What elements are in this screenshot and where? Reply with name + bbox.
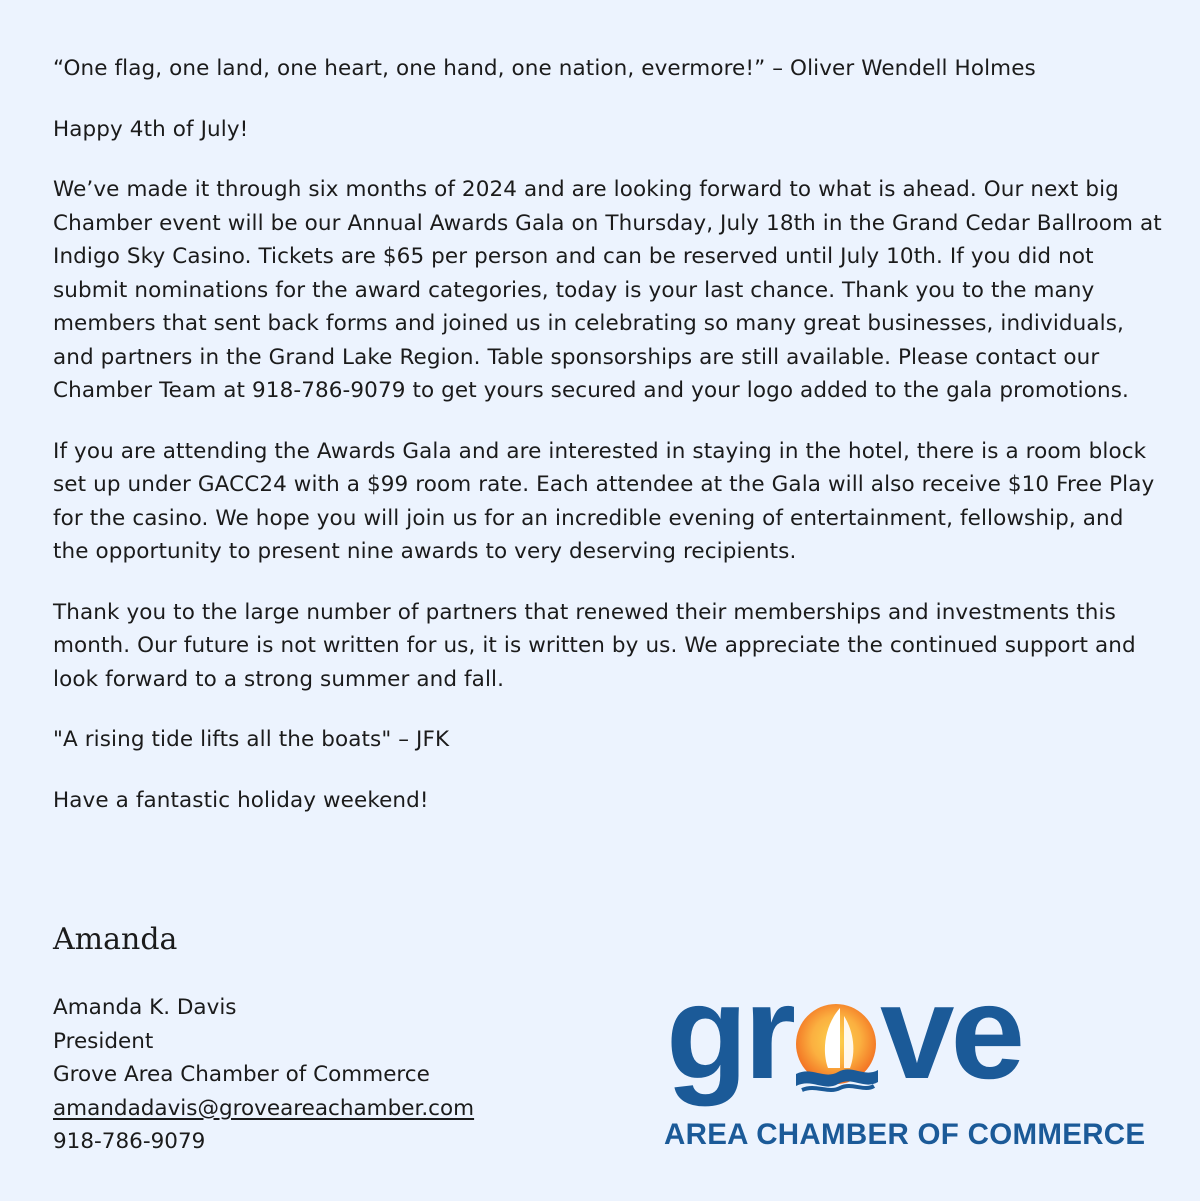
grove-chamber-logo (660, 958, 1146, 1160)
logo-wordmark (666, 958, 1022, 1107)
logo-tagline: AREA CHAMBER OF COMMERCE (664, 1118, 1146, 1151)
paragraph-thanks: Thank you to the large number of partners that renewed their memberships and investments this month. Our future is not written for us, it is written by us. We appreciate the continued support and look forward to a strong summer and fall. (53, 599, 1136, 692)
greeting: Happy 4th of July! (53, 116, 249, 142)
handwritten-signature: Amanda (53, 922, 178, 957)
paragraph-hotel: If you are attending the Awards Gala and are interested in staying in the hotel, there is a room block set up under GACC24 with a $99 room rate. Each attendee at the Gala will also receive $10 Free Play for the casino. We hope you will join us for an incredible evening of entertainment, fellowship, and the opportunity to present nine awards to very deserving recipients. (53, 438, 1155, 564)
signer-organization: Grove Area Chamber of Commerce (53, 1062, 430, 1088)
sun-sailboat-icon (794, 986, 878, 1096)
letter-body (53, 52, 1163, 844)
logo-letters-gr: gr (666, 958, 792, 1107)
signer-name: Amanda K. Davis (53, 995, 237, 1020)
closing-quote: "A rising tide lifts all the boats" – JFK (53, 727, 450, 752)
signature-block (53, 991, 474, 1159)
signer-title: President (53, 1028, 154, 1054)
logo-letters-ve: ve (880, 958, 1022, 1107)
sign-off: Have a fantastic holiday weekend! (53, 787, 429, 813)
opening-quote: “One flag, one land, one heart, one hand, one nation, evermore!” – Oliver Wendell Holmes (53, 56, 1036, 81)
email-link[interactable]: amandadavis@groveareachamber.com (53, 1095, 475, 1121)
signer-phone: 918-786-9079 (53, 1129, 206, 1155)
paragraph-gala: We’ve made it through six months of 2024 and are looking forward to what is ahead. Our next big Chamber event will be our Annual Awards Gala on Thursday, July 18th in the Grand Cedar Ballroom at Indigo Sky Casino. Tickets are $65 per person and can be reserved until July 10th. If you did not submit nominations for the award categories, today is your last chance. Thank you to the many members that sent back forms and joined us in celebrating so many great businesses, individuals, and partners in the Grand Lake Region. Table sponsorships are still available. Please contact our Chamber Team at 918-786-9079 to get yours secured and your logo added to the gala promotions. (53, 177, 1162, 403)
